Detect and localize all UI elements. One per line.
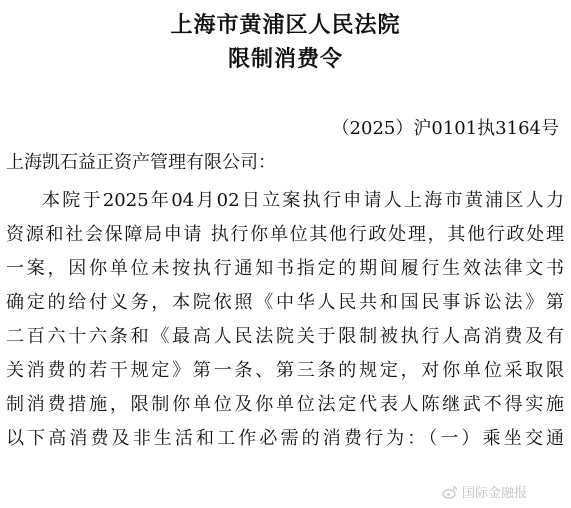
body-line: 确定的给付义务，本院依照《中华人民共和国民事诉讼法》第 [6,292,564,313]
document-body [6,184,564,456]
body-line: 制消费措施，限制你单位及你单位法定代表人陈继武不得实施 [6,394,564,415]
court-name: 上海市黄浦区人民法院 [170,13,401,38]
watermark-text: 国际金融报 [461,486,527,501]
order-title: 限制消费令 [227,47,343,72]
body-line: 二百六十六条和《最高人民法院关于限制被执行人高消费及有 [6,326,564,347]
addressee: 上海凯石益正资产管理有限公司： [6,152,276,173]
case-number: （2025）沪0101执3164号 [331,118,559,139]
weibo-logo-icon [442,484,458,500]
watermark [438,481,531,502]
body-line: 本院于2025年04月02日立案执行申请人上海市黄浦区人力 [42,190,564,211]
body-line: 一案，因你单位未按执行通知书指定的期间履行生效法律文书 [6,258,564,279]
body-line: 资源和社会保障局申请 执行你单位其他行政处理，其他行政处理 [6,224,564,245]
body-line: 关消费的若干规定》第一条、第三条的规定，对你单位采取限 [6,360,564,381]
body-line: 以下高消费及非生活和工作必需的消费行为：（一）乘坐交通 [6,428,564,449]
